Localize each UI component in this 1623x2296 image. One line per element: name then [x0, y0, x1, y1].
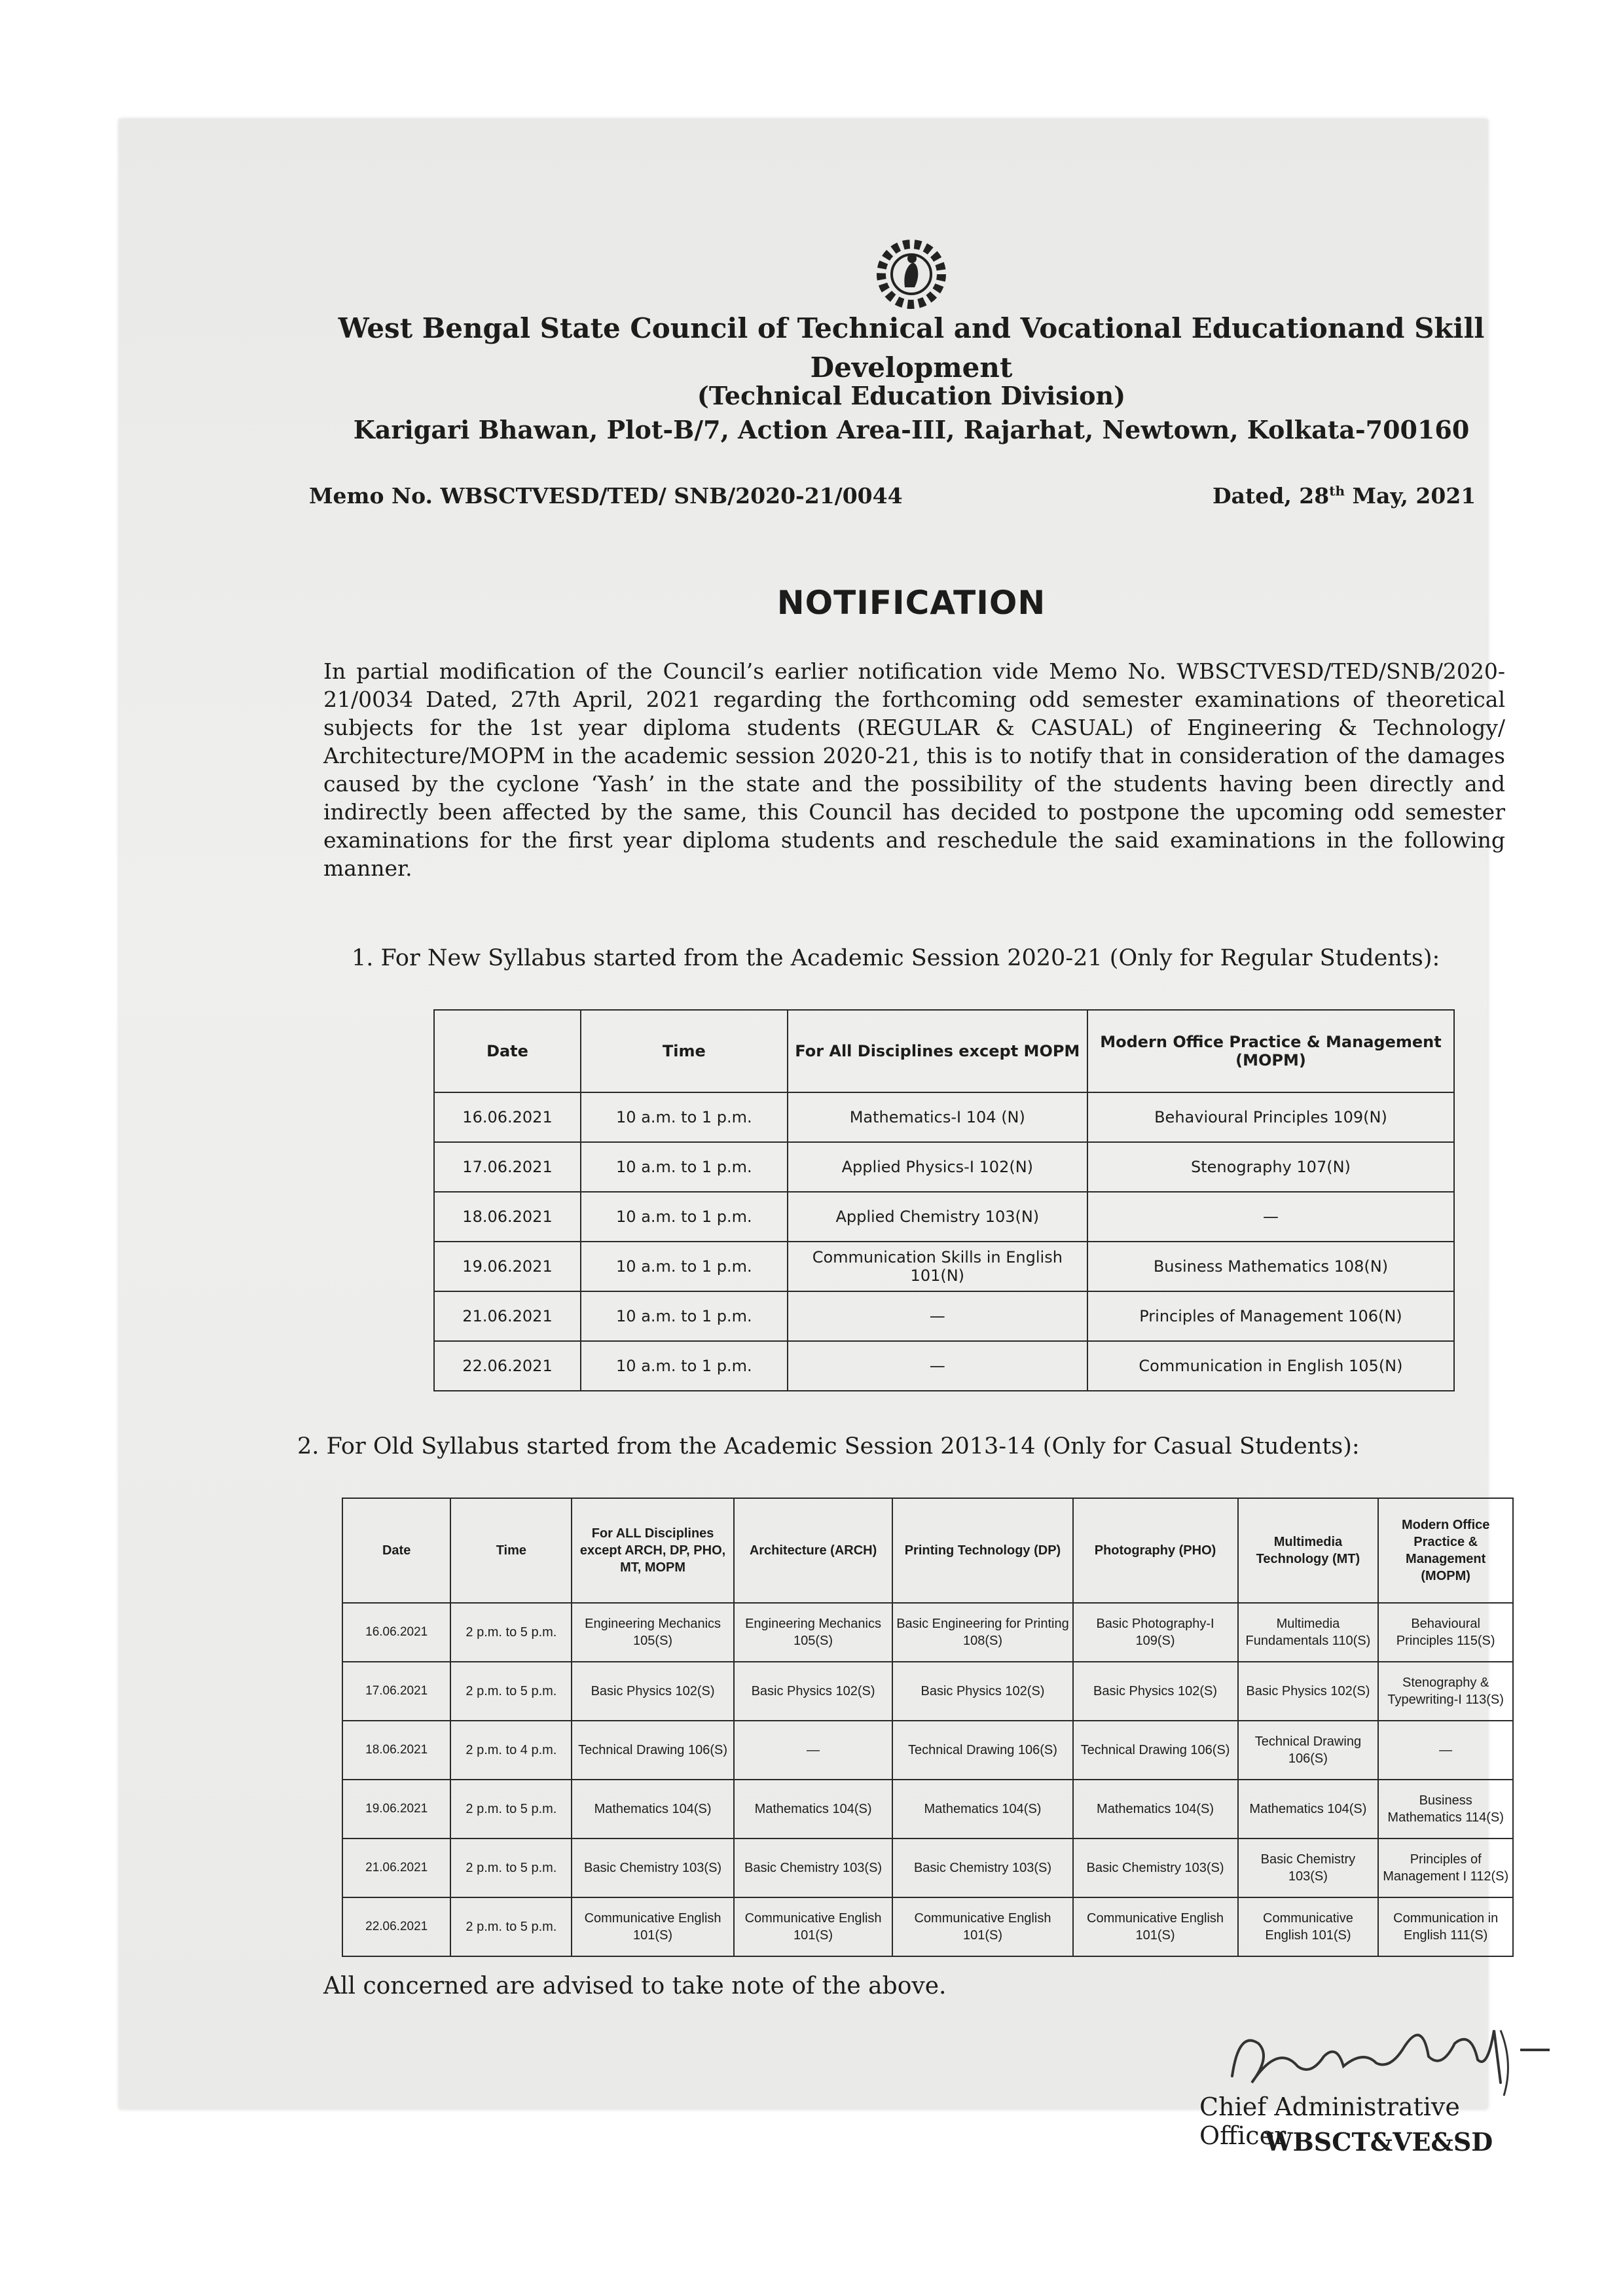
table-cell: Mathematics 104(S) [892, 1780, 1072, 1839]
table-cell: 16.06.2021 [342, 1603, 450, 1662]
table-cell: Basic Chemistry 103(S) [1238, 1839, 1379, 1897]
old-syllabus-table [342, 1498, 1514, 1957]
table-cell: — [788, 1341, 1087, 1391]
table-cell: Basic Photography-I 109(S) [1073, 1603, 1238, 1662]
table-cell: Communication in English 105(N) [1087, 1341, 1454, 1391]
table-cell: 17.06.2021 [434, 1142, 581, 1192]
table-cell: Communicative English 101(S) [1238, 1897, 1379, 1956]
table-cell: 2 p.m. to 5 p.m. [450, 1839, 572, 1897]
table-row [434, 1142, 1454, 1192]
table-cell: Business Mathematics 114(S) [1378, 1780, 1513, 1839]
table-cell: Engineering Mechanics 105(S) [572, 1603, 733, 1662]
table-cell: 21.06.2021 [434, 1291, 581, 1341]
table-cell: Communicative English 101(S) [892, 1897, 1072, 1956]
memo-date: Dated, 28th May, 2021 [1213, 483, 1476, 509]
table-cell: Applied Chemistry 103(N) [788, 1192, 1087, 1242]
table-cell: 21.06.2021 [342, 1839, 450, 1897]
table-cell: Principles of Management 106(N) [1087, 1291, 1454, 1341]
table-cell: Technical Drawing 106(S) [1073, 1721, 1238, 1780]
table-cell: Basic Chemistry 103(S) [892, 1839, 1072, 1897]
column-header: Modern Office Practice & Management (MOPM) [1087, 1010, 1454, 1092]
handwritten-signature [1213, 2004, 1553, 2102]
table-cell: 2 p.m. to 4 p.m. [450, 1721, 572, 1780]
table-cell: Basic Physics 102(S) [892, 1662, 1072, 1721]
table-cell: Mathematics 104(S) [1238, 1780, 1379, 1839]
notification-body: In partial modification of the Council’s earlier notification vide Memo No. WBSCTVESD/TED/SNB/2020-21/0034 Dated, 27th April, 2021 regarding the forthcoming odd semester examinations of theoretical subjects for the 1st year diploma students (REGULAR & CASUAL) of Engineering & Technology/ Architecture/MOPM in the academic session 2020-21, this is to notify that in consideration of the damages caused by the cyclone ‘Yash’ in the state and the possibility of the students having been directly and indirectly been affected by the same, this Council has decided to postpone the upcoming odd semester examinations for the first year diploma students and reschedule the said examinations in the following manner. [323, 658, 1505, 881]
table-cell: Basic Physics 102(S) [572, 1662, 733, 1721]
table-cell: Communicative English 101(S) [1073, 1897, 1238, 1956]
table-cell: — [1087, 1192, 1454, 1242]
table-cell: Technical Drawing 106(S) [1238, 1721, 1379, 1780]
column-header: Date [434, 1010, 581, 1092]
column-header: Modern Office Practice & Management (MOPM) [1378, 1498, 1513, 1603]
table-cell: 2 p.m. to 5 p.m. [450, 1780, 572, 1839]
table-cell: — [1378, 1721, 1513, 1780]
column-header: Printing Technology (DP) [892, 1498, 1072, 1603]
column-header: Time [450, 1498, 572, 1603]
signatory-organization: WBSCT&VE&SD [1265, 2127, 1493, 2157]
table-cell: Communication Skills in English 101(N) [788, 1242, 1087, 1291]
table-row [342, 1780, 1513, 1839]
table-cell: 18.06.2021 [434, 1192, 581, 1242]
table-cell: Mathematics 104(S) [1073, 1780, 1238, 1839]
table-row [434, 1291, 1454, 1341]
table-row [342, 1603, 1513, 1662]
table-cell: Mathematics 104(S) [734, 1780, 893, 1839]
table-row [342, 1839, 1513, 1897]
table-cell: Basic Chemistry 103(S) [572, 1839, 733, 1897]
table-row [434, 1341, 1454, 1391]
division-name: (Technical Education Division) [697, 381, 1126, 410]
column-header: For All Disciplines except MOPM [788, 1010, 1087, 1092]
table-cell: Basic Physics 102(S) [1073, 1662, 1238, 1721]
notice-paper [119, 119, 1509, 2157]
table-cell: Behavioural Principles 109(N) [1087, 1092, 1454, 1142]
section-1-title: 1. For New Syllabus started from the Academic Session 2020-21 (Only for Regular Students): [352, 945, 1440, 971]
table-cell: Behavioural Principles 115(S) [1378, 1603, 1513, 1662]
table-cell: Mathematics 104(S) [572, 1780, 733, 1839]
council-title: West Bengal State Council of Technical and Vocational Educationand Skill Development [338, 312, 1485, 384]
table-cell: 17.06.2021 [342, 1662, 450, 1721]
table-cell: 18.06.2021 [342, 1721, 450, 1780]
table-cell: 10 a.m. to 1 p.m. [581, 1291, 788, 1341]
table-row [434, 1242, 1454, 1291]
table-row [342, 1662, 1513, 1721]
table-cell: 10 a.m. to 1 p.m. [581, 1142, 788, 1192]
table-row [434, 1192, 1454, 1242]
table-cell: 19.06.2021 [434, 1242, 581, 1291]
column-header: For ALL Disciplines except ARCH, DP, PHO, MT, MOPM [572, 1498, 733, 1603]
table-cell: 22.06.2021 [434, 1341, 581, 1391]
table-row [342, 1721, 1513, 1780]
table-cell: 10 a.m. to 1 p.m. [581, 1341, 788, 1391]
column-header: Date [342, 1498, 450, 1603]
table-cell: 2 p.m. to 5 p.m. [450, 1603, 572, 1662]
table-cell: Communication in English 111(S) [1378, 1897, 1513, 1956]
table-cell: Technical Drawing 106(S) [572, 1721, 733, 1780]
table-cell: Basic Physics 102(S) [1238, 1662, 1379, 1721]
column-header: Multimedia Technology (MT) [1238, 1498, 1379, 1603]
memo-number: Memo No. WBSCTVESD/TED/ SNB/2020-21/0044 [309, 483, 903, 509]
table-cell: Multimedia Fundamentals 110(S) [1238, 1603, 1379, 1662]
table-cell: Principles of Management I 112(S) [1378, 1839, 1513, 1897]
table-cell: 2 p.m. to 5 p.m. [450, 1897, 572, 1956]
table-cell: Basic Chemistry 103(S) [1073, 1839, 1238, 1897]
table-cell: — [788, 1291, 1087, 1341]
table-cell: 19.06.2021 [342, 1780, 450, 1839]
column-header: Photography (PHO) [1073, 1498, 1238, 1603]
table-header-row [342, 1498, 1513, 1603]
table-cell: 10 a.m. to 1 p.m. [581, 1192, 788, 1242]
table-cell: Business Mathematics 108(N) [1087, 1242, 1454, 1291]
table-row [342, 1897, 1513, 1956]
table-row [434, 1092, 1454, 1142]
table-cell: 10 a.m. to 1 p.m. [581, 1092, 788, 1142]
council-address: Karigari Bhawan, Plot-B/7, Action Area-III, Rajarhat, Newtown, Kolkata-700160 [353, 415, 1470, 444]
table-cell: Communicative English 101(S) [572, 1897, 733, 1956]
signatory-title: Chief Administrative Officer [1199, 2092, 1460, 2150]
closing-note: All concerned are advised to take note of the above. [323, 1973, 947, 2000]
table-cell: 2 p.m. to 5 p.m. [450, 1662, 572, 1721]
table-cell: Basic Chemistry 103(S) [734, 1839, 893, 1897]
column-header: Architecture (ARCH) [734, 1498, 893, 1603]
table-cell: Stenography & Typewriting-I 113(S) [1378, 1662, 1513, 1721]
new-syllabus-table [433, 1009, 1455, 1391]
table-cell: 22.06.2021 [342, 1897, 450, 1956]
table-cell: Applied Physics-I 102(N) [788, 1142, 1087, 1192]
table-cell: Basic Engineering for Printing 108(S) [892, 1603, 1072, 1662]
table-cell: Mathematics-I 104 (N) [788, 1092, 1087, 1142]
table-cell: 16.06.2021 [434, 1092, 581, 1142]
table-header-row [434, 1010, 1454, 1092]
notification-heading: NOTIFICATION [776, 584, 1046, 622]
table-cell: Stenography 107(N) [1087, 1142, 1454, 1192]
table-cell: Engineering Mechanics 105(S) [734, 1603, 893, 1662]
table-cell: Technical Drawing 106(S) [892, 1721, 1072, 1780]
section-2-title: 2. For Old Syllabus started from the Academic Session 2013-14 (Only for Casual Students): [297, 1433, 1360, 1460]
table-cell: Communicative English 101(S) [734, 1897, 893, 1956]
column-header: Time [581, 1010, 788, 1092]
table-cell: 10 a.m. to 1 p.m. [581, 1242, 788, 1291]
table-cell: — [734, 1721, 893, 1780]
council-emblem-icon [869, 234, 954, 312]
table-cell: Basic Physics 102(S) [734, 1662, 893, 1721]
